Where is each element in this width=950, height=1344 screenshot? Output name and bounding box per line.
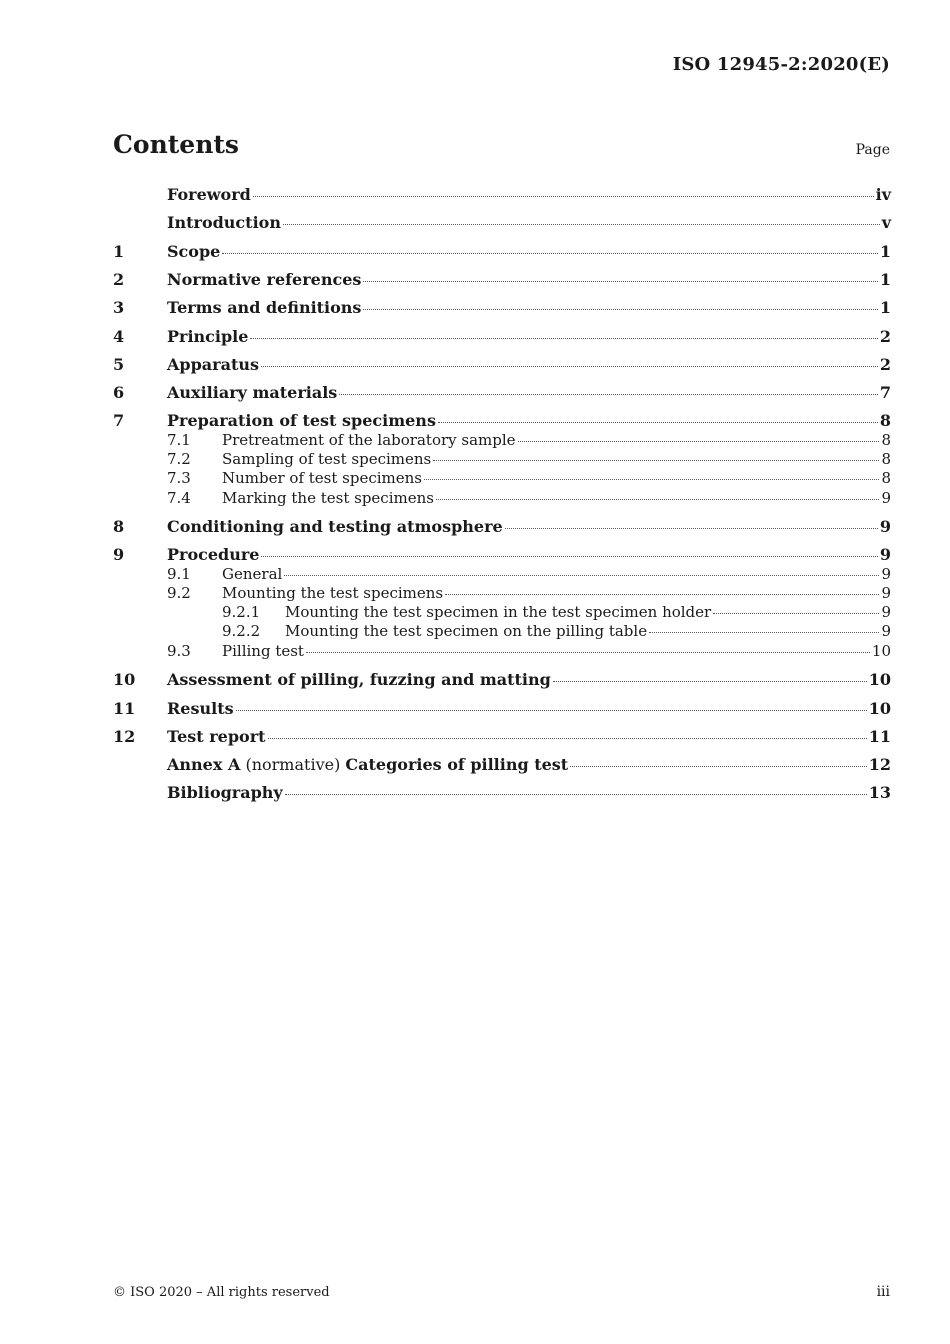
toc-entry-title: Mounting the test specimens xyxy=(222,583,444,602)
toc-entry-title: Apparatus xyxy=(167,354,259,374)
dot-leader xyxy=(445,594,879,595)
toc-entry-page: 9 xyxy=(881,622,891,641)
toc-entry-number: 9 xyxy=(113,545,125,565)
toc-entry[interactable] xyxy=(113,727,891,749)
toc-entry[interactable] xyxy=(113,565,891,585)
dot-leader xyxy=(570,766,867,767)
toc-entry-page: iv xyxy=(875,185,891,204)
toc-entry[interactable] xyxy=(113,383,891,405)
toc-entry-page: 2 xyxy=(879,354,891,374)
toc-entry-title: Sampling of test specimens xyxy=(222,449,432,468)
toc-entry[interactable] xyxy=(113,584,891,604)
toc-entry-title: Bibliography xyxy=(167,783,283,803)
toc-entry[interactable] xyxy=(113,242,891,264)
copyright-notice: © ISO 2020 – All rights reserved xyxy=(113,1285,330,1300)
toc-entry-title: Marking the test specimens xyxy=(222,488,434,507)
toc-entry-title: General xyxy=(222,564,283,583)
toc-entry[interactable] xyxy=(113,298,891,320)
annex-type: (normative) xyxy=(240,755,346,775)
annex-label: Annex A xyxy=(167,755,241,775)
toc-entry[interactable] xyxy=(113,670,891,692)
toc-entry-page: 7 xyxy=(879,383,891,403)
toc-entry-title: Auxiliary materials xyxy=(167,383,338,403)
toc-entry-number: 1 xyxy=(113,241,125,261)
toc-entry-title xyxy=(167,755,568,774)
toc-entry-title: Scope xyxy=(167,241,221,261)
toc-entry-title: Mounting the test specimen in the test specimen holder xyxy=(285,603,712,622)
toc-entry-number: 6 xyxy=(113,383,125,403)
annex-title: Categories of pilling test xyxy=(345,755,569,775)
dot-leader xyxy=(284,575,879,576)
dot-leader xyxy=(250,338,877,339)
toc-entry-title: Introduction xyxy=(167,213,281,233)
toc-entry-number: 7.3 xyxy=(167,469,191,488)
dot-leader xyxy=(436,499,879,500)
dot-leader xyxy=(261,366,878,367)
dot-leader xyxy=(222,253,878,254)
dot-leader xyxy=(283,224,880,225)
toc-entry-title: Pilling test xyxy=(222,641,304,660)
toc-entry[interactable] xyxy=(113,185,891,207)
toc-entry[interactable] xyxy=(113,622,891,642)
dot-leader xyxy=(649,632,879,633)
toc-entry[interactable] xyxy=(113,489,891,509)
toc-entry-page: v xyxy=(881,213,891,233)
toc-entry-title: Principle xyxy=(167,326,249,346)
toc-entry-page: 9 xyxy=(881,603,891,622)
toc-entry-page: 12 xyxy=(868,755,891,775)
toc-entry-page: 2 xyxy=(879,326,891,346)
dot-leader xyxy=(268,738,867,739)
dot-leader xyxy=(518,441,880,442)
toc-entry-page: 1 xyxy=(879,298,891,318)
toc-entry-page: 13 xyxy=(868,783,891,803)
document-id: ISO 12945-2:2020(E) xyxy=(672,54,890,75)
page-column-label: Page xyxy=(855,142,890,158)
toc-entry-number: 9.3 xyxy=(167,641,191,660)
toc-entry-number: 9.2 xyxy=(167,583,191,602)
toc-entry-page: 10 xyxy=(868,670,891,690)
toc-entry-number: 11 xyxy=(113,698,136,718)
toc-entry-page: 1 xyxy=(879,269,891,289)
toc-entry-page: 9 xyxy=(879,545,891,565)
toc-entry-title: Procedure xyxy=(167,545,260,565)
toc-entry-number: 7.4 xyxy=(167,488,191,507)
toc-entry-title: Mounting the test specimen on the pilling table xyxy=(285,622,648,641)
toc-entry[interactable] xyxy=(113,517,891,539)
toc-entry[interactable] xyxy=(113,450,891,470)
dot-leader xyxy=(363,281,877,282)
toc-entry-page: 8 xyxy=(881,469,891,488)
toc-entry-page: 11 xyxy=(868,726,891,746)
toc-entry[interactable] xyxy=(113,699,891,721)
toc-entry-number: 10 xyxy=(113,670,136,690)
dot-leader xyxy=(261,556,877,557)
dot-leader xyxy=(424,479,879,480)
toc-entry-number: 8 xyxy=(113,517,125,536)
toc-entry-title: Normative references xyxy=(167,269,362,289)
toc-entry-title: Preparation of test specimens xyxy=(167,411,436,431)
toc-entry-number: 2 xyxy=(113,269,125,289)
toc-entry-number: 5 xyxy=(113,354,125,374)
dot-leader xyxy=(433,460,879,461)
toc-entry[interactable] xyxy=(113,642,891,662)
toc-entry[interactable] xyxy=(113,431,891,451)
toc-entry-page: 8 xyxy=(881,449,891,468)
toc-entry[interactable] xyxy=(113,603,891,623)
toc-entry-page: 8 xyxy=(879,411,891,431)
dot-leader xyxy=(285,794,867,795)
toc-entry-page: 9 xyxy=(881,488,891,507)
toc-entry-title: Assessment of pilling, fuzzing and matting xyxy=(167,670,551,690)
dot-leader xyxy=(236,710,867,711)
toc-entry[interactable] xyxy=(113,783,891,805)
toc-entry-title: Pretreatment of the laboratory sample xyxy=(222,430,516,449)
toc-entry[interactable] xyxy=(113,355,891,377)
toc-entry-number: 7.1 xyxy=(167,430,191,449)
toc-entry-title: Foreword xyxy=(167,185,251,204)
dot-leader xyxy=(553,681,867,682)
toc-entry-title: Results xyxy=(167,698,234,718)
toc-entry-number: 12 xyxy=(113,726,136,746)
toc-entry[interactable] xyxy=(113,469,891,489)
toc-entry-number: 7.2 xyxy=(167,449,191,468)
dot-leader xyxy=(306,652,870,653)
toc-entry-page: 9 xyxy=(881,564,891,583)
dot-leader xyxy=(363,309,877,310)
toc-entry-page: 9 xyxy=(881,583,891,602)
toc-entry-number: 4 xyxy=(113,326,125,346)
toc-entry[interactable] xyxy=(113,213,891,235)
toc-entry-number: 9.2.1 xyxy=(222,603,261,622)
dot-leader xyxy=(438,422,878,423)
toc-entry-page: 1 xyxy=(879,241,891,261)
dot-leader xyxy=(505,528,878,529)
dot-leader xyxy=(253,196,874,197)
toc-entry-number: 9.1 xyxy=(167,564,191,583)
toc-entry-title: Conditioning and testing atmosphere xyxy=(167,517,503,536)
toc-entry-title: Test report xyxy=(167,726,266,746)
toc-entry-title: Terms and definitions xyxy=(167,298,362,318)
toc-entry-number: 7 xyxy=(113,411,125,431)
toc-entry-number: 9.2.2 xyxy=(222,622,261,641)
toc-entry-title: Number of test specimens xyxy=(222,469,423,488)
toc-entry-page: 10 xyxy=(868,698,891,718)
toc-entry-number: 3 xyxy=(113,298,125,318)
toc-entry-page: 8 xyxy=(881,430,891,449)
page-number: iii xyxy=(876,1284,890,1300)
contents-heading: Contents xyxy=(113,130,240,159)
toc-entry[interactable] xyxy=(113,327,891,349)
dot-leader xyxy=(339,394,878,395)
toc-entry[interactable] xyxy=(113,270,891,292)
toc-entry-page: 10 xyxy=(871,641,891,660)
dot-leader xyxy=(713,613,879,614)
toc-entry[interactable] xyxy=(113,755,891,777)
toc-entry-page: 9 xyxy=(879,517,891,536)
